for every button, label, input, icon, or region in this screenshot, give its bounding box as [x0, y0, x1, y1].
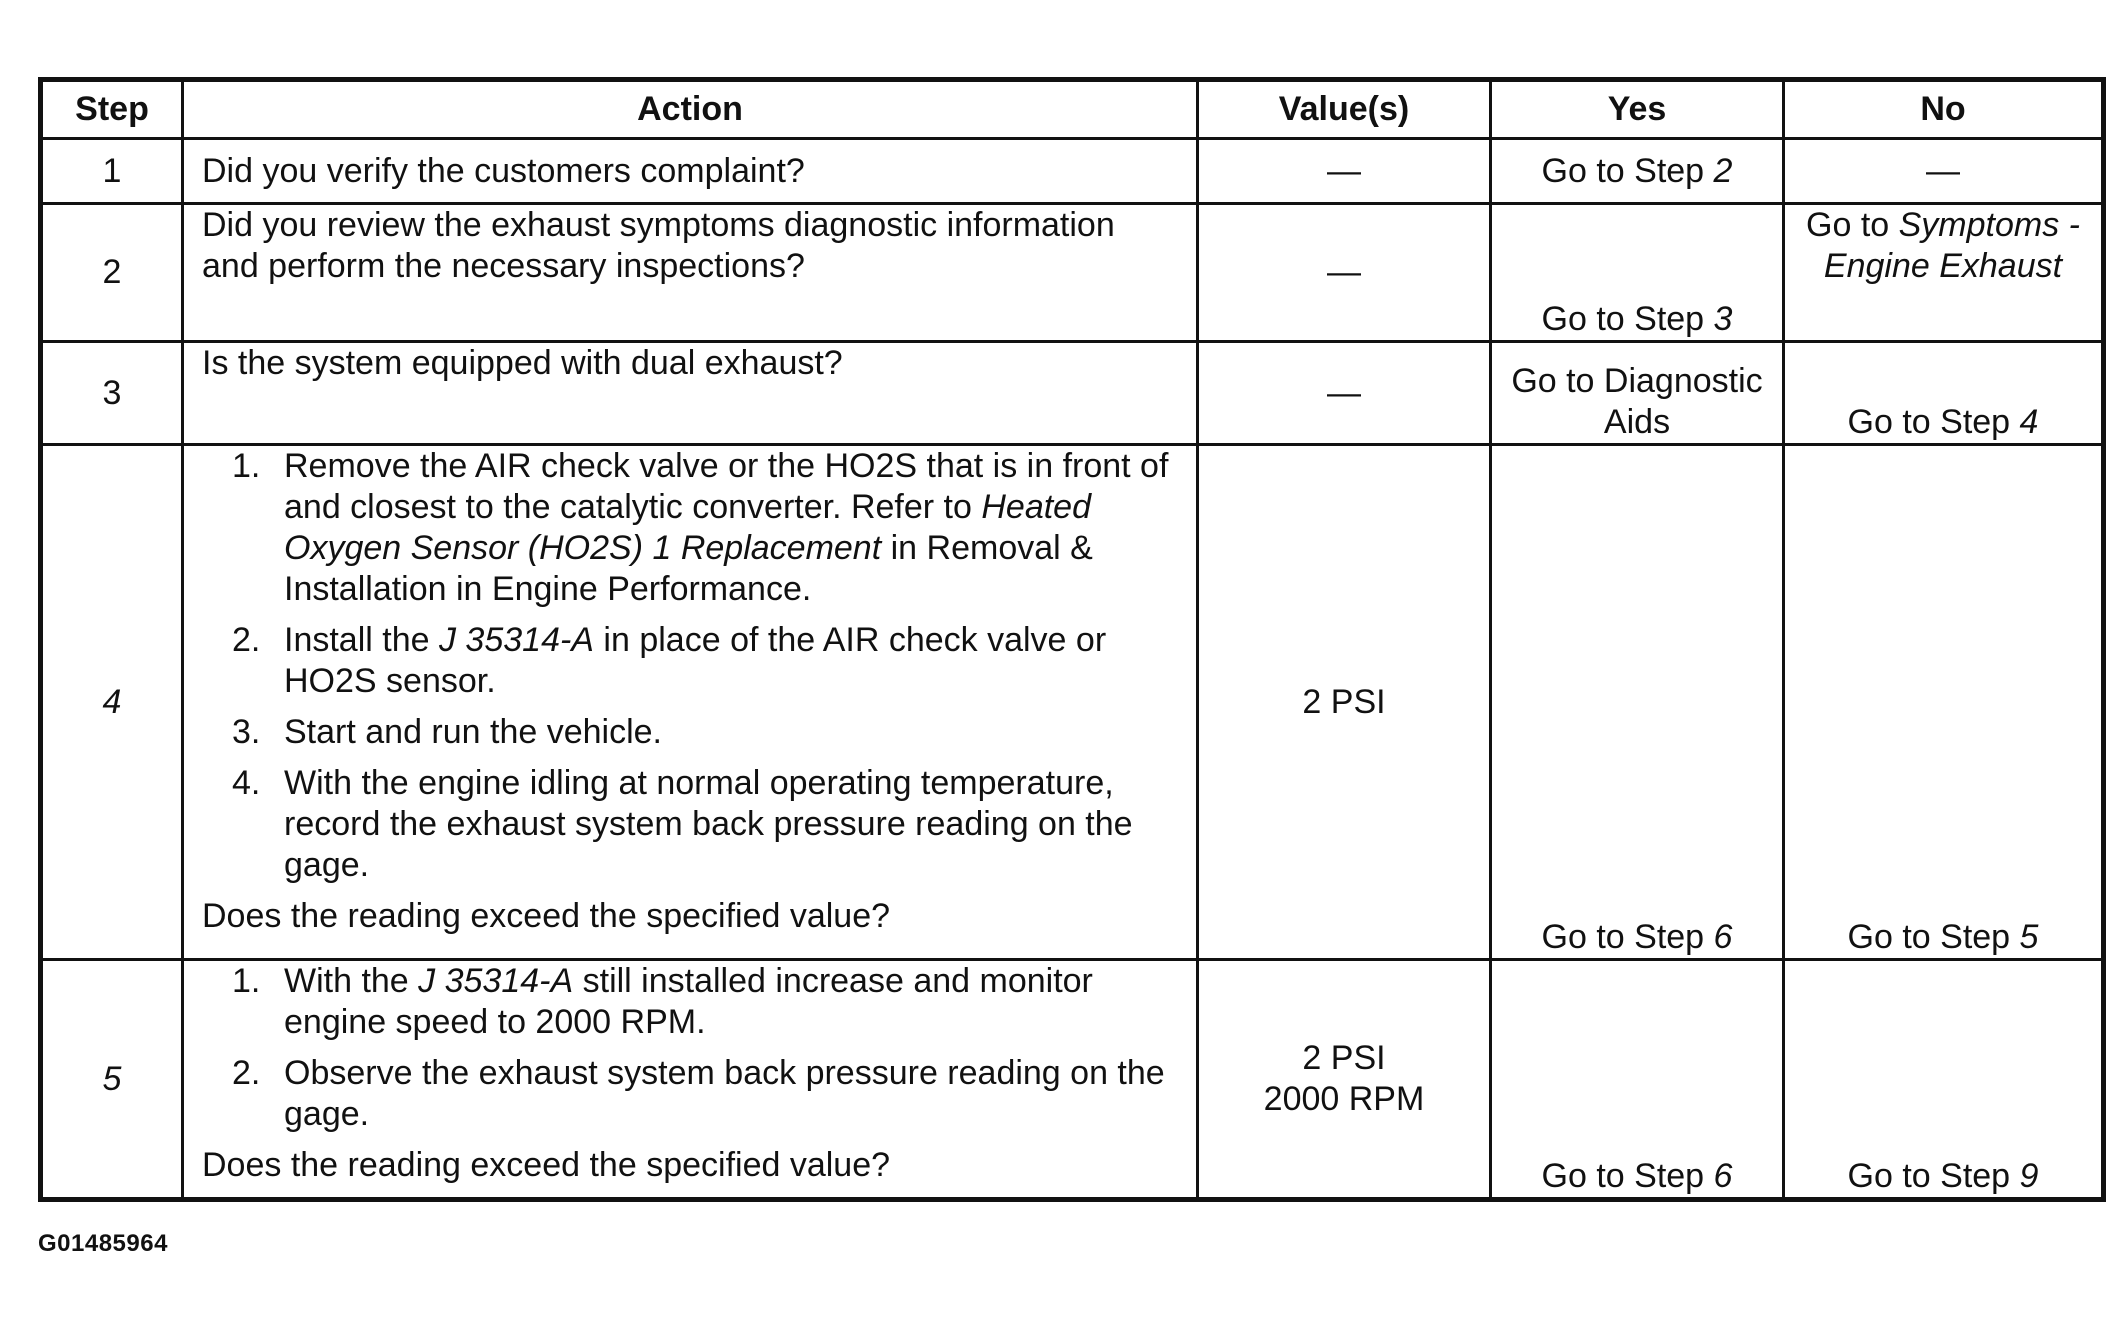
substep-number: 3.	[232, 713, 261, 751]
header-yes: Yes	[1491, 80, 1784, 139]
substep-number: 1.	[232, 447, 261, 485]
no-cell: —	[1784, 139, 2104, 204]
figure-id: G01485964	[38, 1230, 168, 1257]
no-cell	[1784, 960, 2104, 1200]
action-cell	[183, 445, 1198, 960]
no-text: Go to Step	[1847, 918, 2020, 956]
tool-reference: J 35314-A	[418, 962, 574, 1000]
table-row	[41, 139, 2104, 204]
header-no: No	[1784, 80, 2104, 139]
table-row	[41, 342, 2104, 445]
no-link-ref: Symptoms - Engine Exhaust	[1823, 206, 2080, 285]
step-number: 1	[41, 139, 183, 204]
table-row	[41, 445, 2104, 960]
substep-text: Start and run the vehicle.	[284, 713, 663, 751]
yes-text: Go to Step	[1541, 151, 1714, 190]
diagnostic-table	[38, 77, 2106, 1202]
substep-number: 2.	[232, 1054, 261, 1092]
yes-step-ref: 6	[1713, 1157, 1733, 1195]
substep-number: 2.	[232, 621, 261, 659]
value-line: 2 PSI	[1302, 1039, 1386, 1077]
substep-text: Install the	[284, 621, 439, 659]
step-number: 5	[41, 960, 183, 1200]
yes-text: Go to Step	[1541, 918, 1714, 956]
value-cell: —	[1198, 204, 1491, 342]
substep-number: 1.	[232, 962, 261, 1000]
substep-text: With the	[284, 962, 419, 1000]
substep-text: Remove the AIR check valve or the HO2S that is in front of and closest to the catalytic converter. Refer to	[284, 447, 1169, 526]
header-action: Action	[183, 80, 1198, 139]
no-cell	[1784, 342, 2104, 445]
substep-text: With the engine idling at normal operating temperature, record the exhaust system back pressure reading on the gage.	[284, 764, 1133, 884]
no-cell	[1784, 445, 2104, 960]
yes-step-ref: 6	[1713, 918, 1733, 956]
substep-list	[202, 961, 1178, 1135]
substep-item	[224, 620, 1178, 702]
substep-text: in Removal & Installation in Engine Performance.	[284, 529, 1093, 608]
action-text: Is the system equipped with dual exhaust?	[183, 342, 1198, 445]
substep-item	[224, 712, 1178, 753]
substep-item	[224, 961, 1178, 1043]
tool-reference: J 35314-A	[438, 621, 594, 659]
step-number: 2	[41, 204, 183, 342]
no-step-ref: 4	[2019, 403, 2039, 441]
substep-number: 4.	[232, 764, 261, 802]
yes-cell	[1491, 139, 1784, 204]
substep-reference: Heated Oxygen Sensor (HO2S) 1 Replacement	[284, 488, 1091, 567]
table-row	[41, 960, 2104, 1200]
yes-cell	[1491, 445, 1784, 960]
yes-step-ref: 2	[1713, 151, 1733, 190]
value-cell	[1198, 960, 1491, 1200]
no-cell	[1784, 204, 2104, 342]
substep-item	[224, 1053, 1178, 1135]
yes-text: Go to Step	[1541, 300, 1714, 338]
yes-cell	[1491, 204, 1784, 342]
substep-item	[224, 763, 1178, 886]
substep-text: Observe the exhaust system back pressure reading on the gage.	[284, 1054, 1165, 1133]
no-step-ref: 9	[2019, 1157, 2039, 1195]
value-line: 2000 RPM	[1263, 1080, 1425, 1118]
value-cell: 2 PSI	[1198, 445, 1491, 960]
step-number: 4	[41, 445, 183, 960]
no-text: Go to	[1806, 206, 1899, 244]
yes-step-ref: 3	[1713, 300, 1733, 338]
step-number: 3	[41, 342, 183, 445]
action-question: Does the reading exceed the specified value?	[202, 897, 891, 935]
yes-cell	[1491, 960, 1784, 1200]
action-text: Did you verify the customers complaint?	[183, 139, 1198, 204]
value-cell: —	[1198, 139, 1491, 204]
substep-item	[224, 446, 1178, 610]
no-text: Go to Step	[1847, 403, 2020, 441]
value-cell: —	[1198, 342, 1491, 445]
substep-text: still installed increase and monitor engine speed to 2000 RPM.	[284, 962, 1093, 1041]
substep-list	[202, 446, 1178, 886]
action-cell	[183, 960, 1198, 1200]
action-text: Did you review the exhaust symptoms diagnostic information and perform the necessary inspections?	[183, 204, 1198, 342]
no-text: Go to Step	[1847, 1157, 2020, 1195]
action-question: Does the reading exceed the specified value?	[202, 1146, 891, 1184]
substep-text: in place of the AIR check valve or HO2S sensor.	[284, 621, 1107, 700]
yes-cell: Go to Diagnostic Aids	[1491, 342, 1784, 445]
header-values: Value(s)	[1198, 80, 1491, 139]
no-step-ref: 5	[2019, 918, 2039, 956]
yes-text: Go to Step	[1541, 1157, 1714, 1195]
table-row	[41, 204, 2104, 342]
header-row	[41, 80, 2104, 139]
header-step: Step	[41, 80, 183, 139]
